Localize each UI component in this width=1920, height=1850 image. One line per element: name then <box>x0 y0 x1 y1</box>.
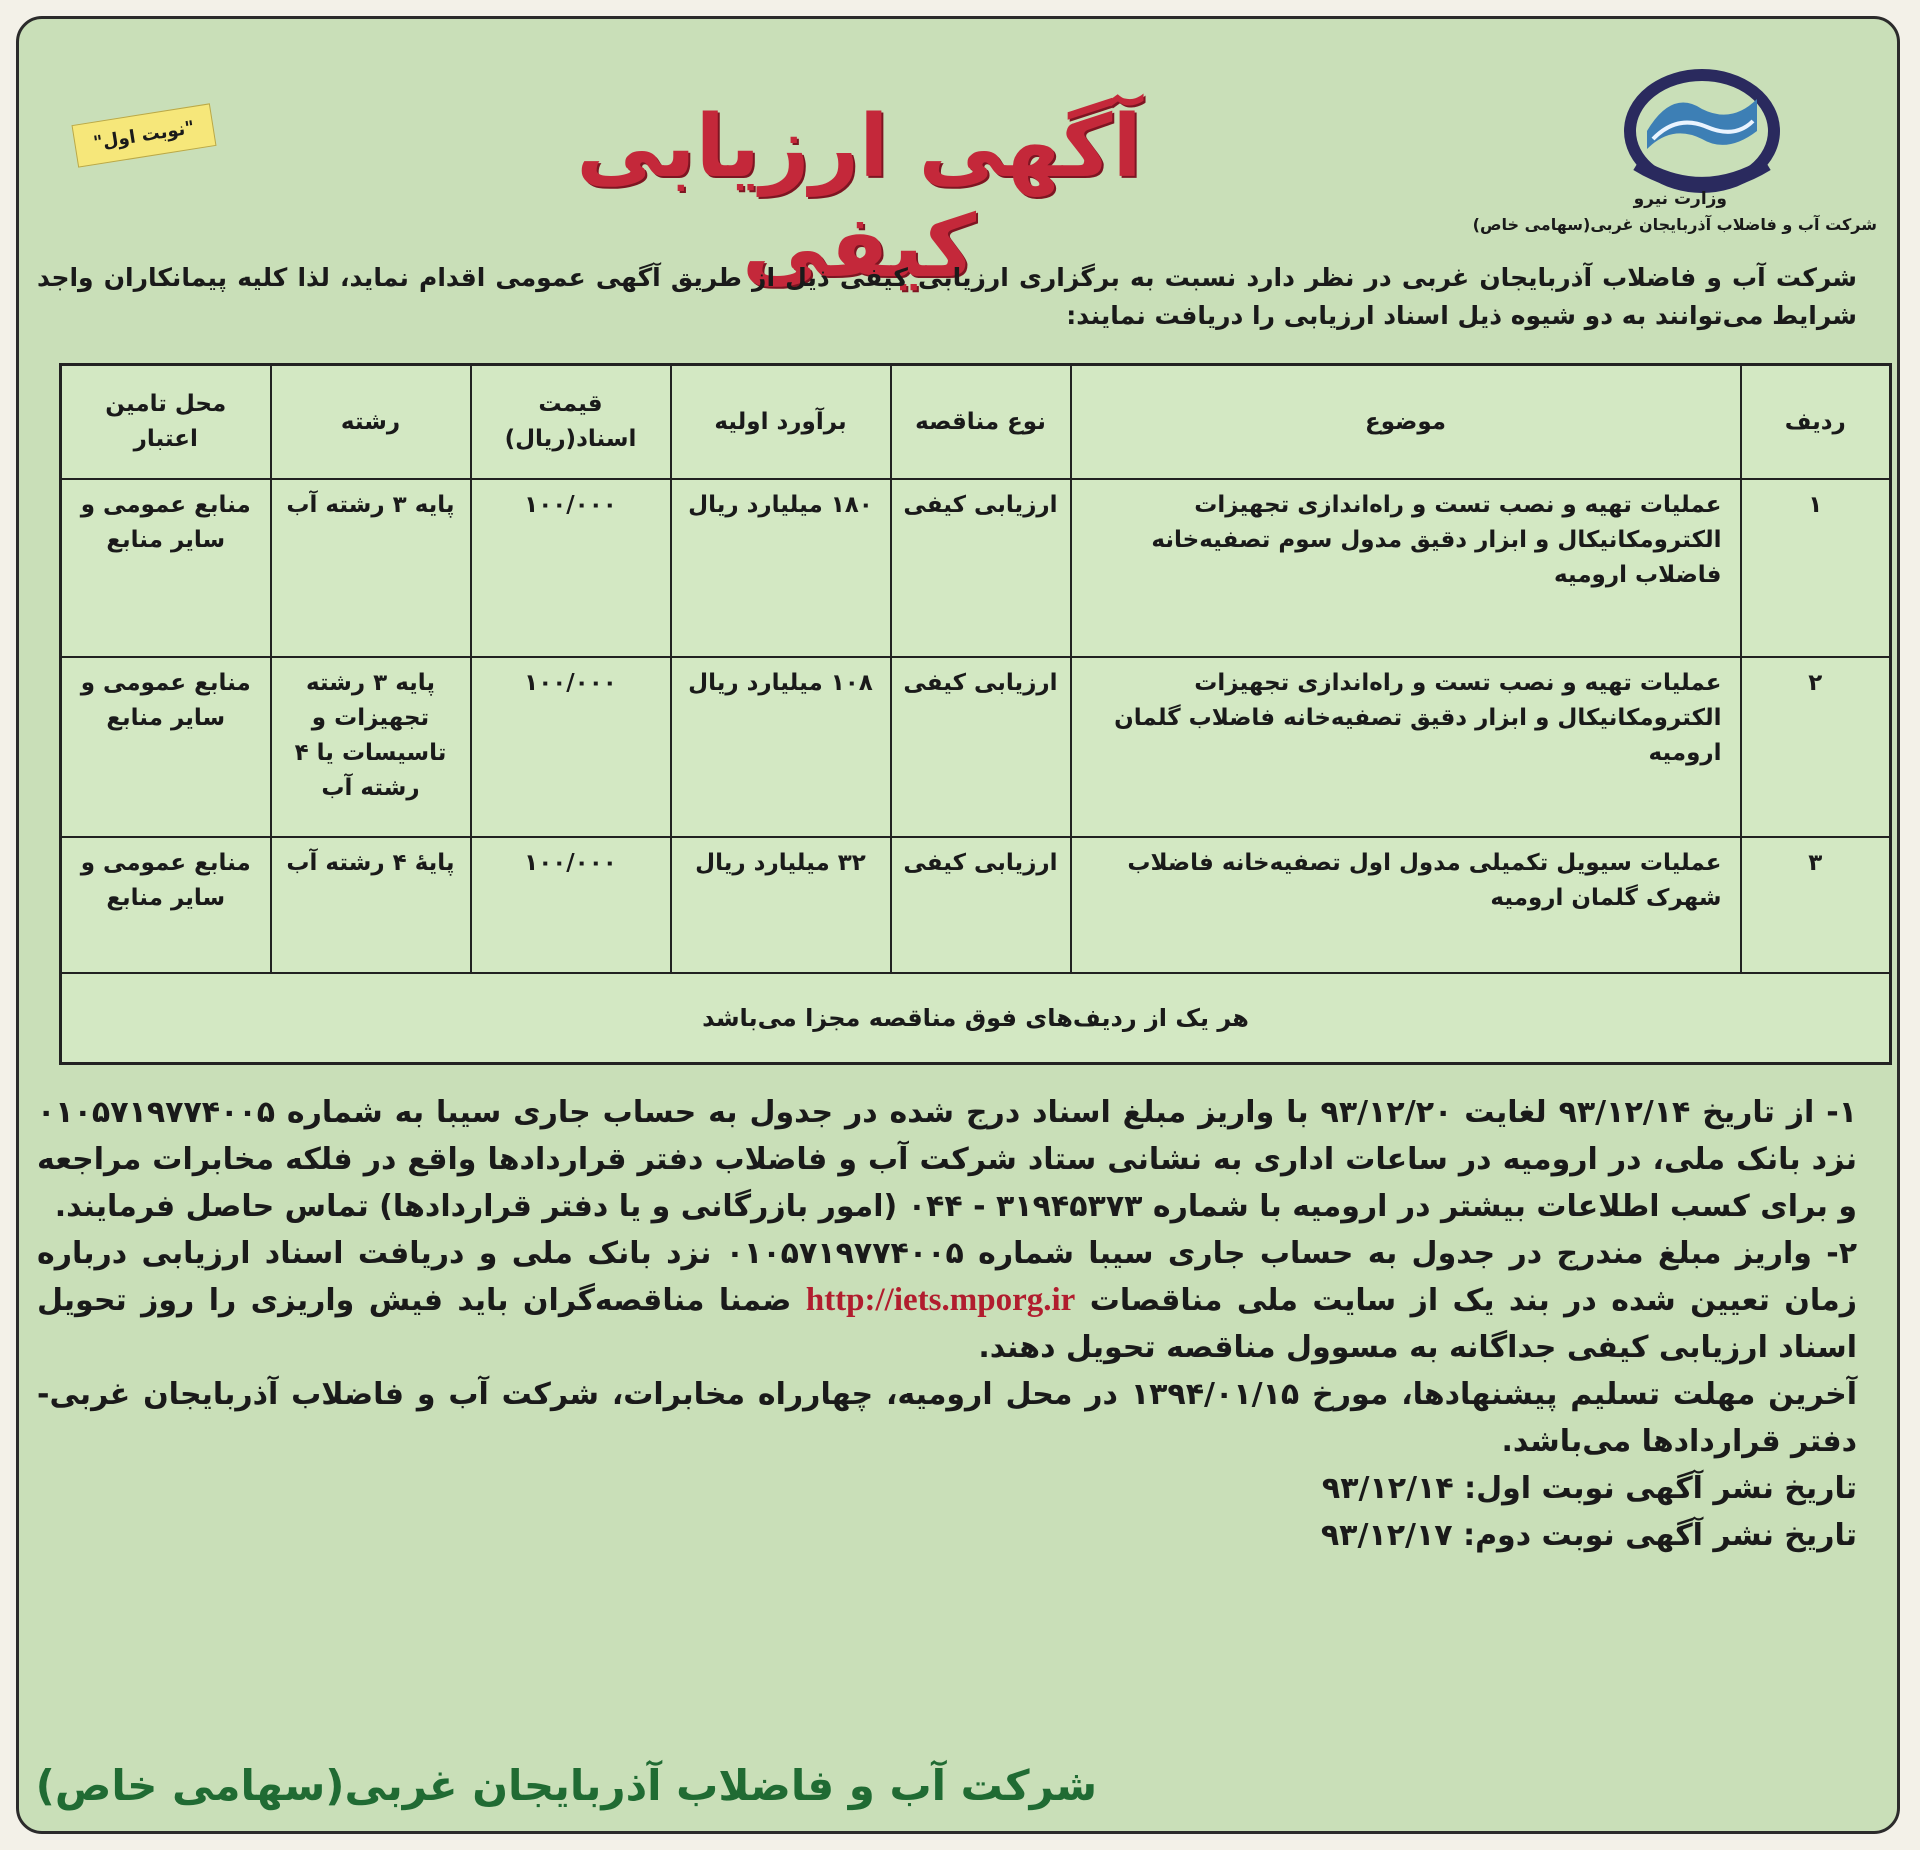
cell-field: پایهٔ ۴ رشته آب <box>271 837 471 973</box>
table-row <box>61 657 1891 837</box>
company-logo-icon <box>1617 69 1787 199</box>
cell-estimate: ۱۸۰ میلیارد ریال <box>671 479 891 657</box>
cell-row-number: ۳ <box>1741 837 1891 973</box>
notice-title: آگهی ارزیابی کیفی <box>576 97 1142 297</box>
header-estimate: برآورد اولیه <box>671 365 891 480</box>
header-document-price: قیمت اسناد(ریال) <box>471 365 671 480</box>
cell-tender-type: ارزیابی کیفی <box>891 479 1071 657</box>
cell-row-number: ۱ <box>1741 479 1891 657</box>
company-name-header: شرکت آب و فاضلاب آذربایجان غربی(سهامی خاص) <box>1472 215 1877 234</box>
paragraph-1: ۱- از تاریخ ۹۳/۱۲/۱۴ لغایت ۹۳/۱۲/۲۰ با واریز مبلغ اسناد درج شده در جدول به حساب جاری سیبا به شماره ۰۱۰۵۷۱۹۷۷۴۰۰۵ نزد بانک ملی، در ارومیه در ساعات اداری به نشانی ستاد شرکت آب و فاضلاب دفتر قراردادها واقع در فلکه مخابرات مراجعه و برای کسب اطلاعات بیشتر در ارومیه با شماره ۳۱۹۴۵۳۷۳ - ۰۴۴ (امور بازرگانی و یا دفتر قراردادها) تماس حاصل فرمایند. <box>37 1095 1857 1224</box>
table-note: هر یک از ردیف‌های فوق مناقصه مجزا می‌باشد <box>61 973 1891 1064</box>
table-header-row <box>61 365 1891 480</box>
ministry-name: وزارت نیرو <box>1633 189 1727 209</box>
cell-subject: عملیات تهیه و نصب تست و راه‌اندازی تجهیزات الکترومکانیکال و ابزار دقیق مدول سوم تصفیه‌خانه فاضلاب ارومیه <box>1071 479 1741 657</box>
table-row <box>61 837 1891 973</box>
cell-document-price: ۱۰۰/۰۰۰ <box>471 837 671 973</box>
cell-row-number: ۲ <box>1741 657 1891 837</box>
cell-document-price: ۱۰۰/۰۰۰ <box>471 479 671 657</box>
notice-frame <box>16 16 1900 1834</box>
paragraph-2-start: ۲- واریز مبلغ مندرج در جدول به حساب جاری سیبا شماره ۰۱۰۵۷۱۹۷۷۴۰۰۵ نزد بانک ملی و دریافت اسناد ارزیابی درباره زمان تعیین شده در بند یک از سایت ملی مناقصات <box>37 1236 1857 1318</box>
cell-subject: عملیات تهیه و نصب تست و راه‌اندازی تجهیزات الکترومکانیکال و ابزار دقیق تصفیه‌خانه فاضلاب گلمان ارومیه <box>1071 657 1741 837</box>
publish-date-second: تاریخ نشر آگهی نوبت دوم: ۹۳/۱۲/۱۷ <box>1320 1518 1857 1553</box>
cell-field: پایه ۳ رشته آب <box>271 479 471 657</box>
publish-date-first: تاریخ نشر آگهی نوبت اول: ۹۳/۱۲/۱۴ <box>1321 1471 1857 1506</box>
paragraph-3: آخرین مهلت تسلیم پیشنهادها، مورخ ۱۳۹۴/۰۱/۱۵ در محل ارومیه، چهارراه مخابرات، شرکت آب و فاضلاب آذربایجان غربی- دفتر قراردادها می‌باشد. <box>37 1377 1857 1459</box>
header-funding: محل تامین اعتبار <box>61 365 271 480</box>
table-row <box>61 479 1891 657</box>
table-note-row <box>61 973 1891 1064</box>
cell-tender-type: ارزیابی کیفی <box>891 837 1071 973</box>
cell-estimate: ۳۲ میلیارد ریال <box>671 837 891 973</box>
cell-tender-type: ارزیابی کیفی <box>891 657 1071 837</box>
cell-estimate: ۱۰۸ میلیارد ریال <box>671 657 891 837</box>
paragraph-2-end: ضمنا مناقصه‌گران باید فیش واریزی را روز تحویل اسناد ارزیابی کیفی جداگانه به مسوول مناقصه تحویل دهند. <box>37 1283 1857 1365</box>
notice-page <box>19 19 1897 1831</box>
cell-funding: منابع عمومی و سایر منابع <box>61 657 271 837</box>
tender-table <box>59 363 1892 1065</box>
round-badge: "نوبت اول" <box>71 103 216 167</box>
cell-funding: منابع عمومی و سایر منابع <box>61 479 271 657</box>
company-signature: شرکت آب و فاضلاب آذربایجان غربی(سهامی خاص) <box>35 1761 1097 1810</box>
paragraph-2 <box>37 1230 1857 1371</box>
header-subject: موضوع <box>1071 365 1741 480</box>
notice-body <box>37 1089 1857 1559</box>
tender-site-link[interactable]: http://iets.mporg.ir <box>805 1282 1076 1318</box>
header-field: رشته <box>271 365 471 480</box>
header-row-number: ردیف <box>1741 365 1891 480</box>
header-tender-type: نوع مناقصه <box>891 365 1071 480</box>
intro-paragraph: شرکت آب و فاضلاب آذربایجان غربی در نظر دارد نسبت به برگزاری ارزیابی کیفی ذیل از طریق آگهی عمومی اقدام نماید، لذا کلیه پیمانکاران واجد شرایط می‌توانند به دو شیوه ذیل اسناد ارزیابی را دریافت نمایند: <box>37 263 1857 330</box>
cell-funding: منابع عمومی و سایر منابع <box>61 837 271 973</box>
cell-document-price: ۱۰۰/۰۰۰ <box>471 657 671 837</box>
cell-field: پایه ۳ رشته تجهیزات و تاسیسات یا ۴ رشته آب <box>271 657 471 837</box>
cell-subject: عملیات سیویل تکمیلی مدول اول تصفیه‌خانه فاضلاب شهرک گلمان ارومیه <box>1071 837 1741 973</box>
